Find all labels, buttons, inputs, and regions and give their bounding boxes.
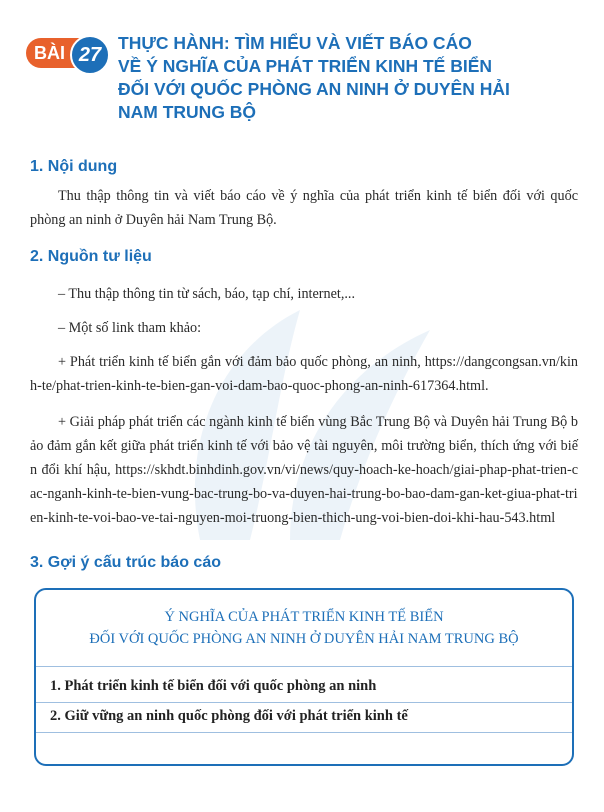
report-item-1: 1. Phát triển kinh tế biển đối với quốc phòng an ninh <box>50 678 377 694</box>
reference-link-2[interactable]: + Giải pháp phát triển các ngành kinh tế biển vùng Bắc Trung Bộ và Duyên hải Trung Bộ bảo đảm gắn kết giữa phát triển kinh tế với bảo vệ tài nguyên, môi trường biển, thích ứng với biến đổi khí hậu, https://skhdt.binhdinh.gov.vn/vi/news/quy-hoach-ke-hoach/giai-phap-phat-trien-cac-nganh-kinh-te-bien-vung-bac-trung-bo-va-duyen-hai-trung-bo-bao-dam-gan-ket-giua-phat-trien-kinh-te-voi-bao-ve-tai-nguyen-moi-truong-bien-thich-ung-voi-bien-doi-khi-hau-543.html <box>30 414 578 526</box>
structure-heading: 3. Gợi ý cấu trúc báo cáo <box>30 554 221 571</box>
source-item-1: – Thu thập thông tin từ sách, báo, tạp chí, internet,... <box>58 286 356 302</box>
report-structure-box <box>34 588 574 766</box>
reference-link-1[interactable]: + Phát triển kinh tế biển gắn với đảm bảo quốc phòng, an ninh, https://dangcongsan.vn/kinh-te/phat-trien-kinh-te-bien-gan-voi-dam-bao-quoc-phong-an-ninh-617364.html. <box>30 354 578 394</box>
report-box-title <box>36 606 572 650</box>
report-item-2: 2. Giữ vững an ninh quốc phòng đối với phát triển kinh tế <box>50 708 408 724</box>
report-title-line-2: ĐỐI VỚI QUỐC PHÒNG AN NINH Ở DUYÊN HẢI NAM TRUNG BỘ <box>89 631 519 647</box>
divider <box>36 666 572 667</box>
title-line-1: THỰC HÀNH: TÌM HIỂU VÀ VIẾT BÁO CÁO <box>118 33 472 53</box>
title-line-3: ĐỐI VỚI QUỐC PHÒNG AN NINH Ở DUYÊN HẢI <box>118 79 510 99</box>
lesson-title <box>118 32 578 124</box>
title-line-4: NAM TRUNG BỘ <box>118 102 257 122</box>
divider <box>36 732 572 733</box>
lesson-word: BÀI <box>26 38 84 68</box>
content-text: Thu thập thông tin và viết báo cáo về ý nghĩa của phát triển kinh tế biển đối với quốc phòng an ninh ở Duyên hải Nam Trung Bộ. <box>30 188 578 228</box>
divider <box>36 702 572 703</box>
source-item-2: – Một số link tham khảo: <box>58 320 202 336</box>
lesson-badge <box>26 38 108 68</box>
title-line-2: VỀ Ý NGHĨA CỦA PHÁT TRIỂN KINH TẾ BIỂN <box>118 56 493 76</box>
sources-heading: 2. Nguồn tư liệu <box>30 248 152 265</box>
report-title-line-1: Ý NGHĨA CỦA PHÁT TRIỂN KINH TẾ BIỂN <box>164 609 444 625</box>
content-heading: 1. Nội dung <box>30 158 118 175</box>
lesson-number: 27 <box>70 35 110 75</box>
